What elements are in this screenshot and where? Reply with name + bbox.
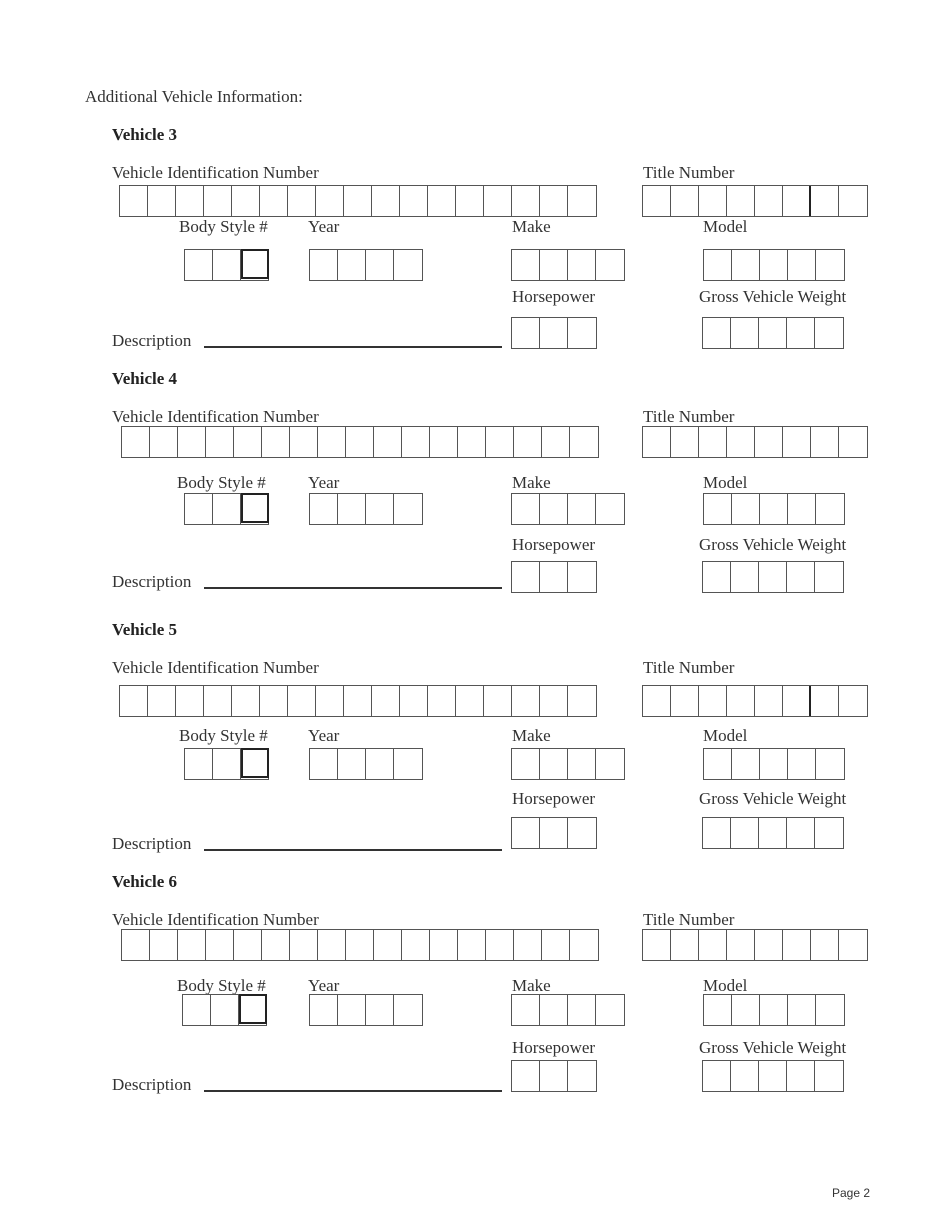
page-number: Page 2: [832, 1186, 871, 1200]
description-line[interactable]: [204, 1090, 502, 1092]
gross-vehicle-weight-boxes-cell[interactable]: [759, 562, 787, 592]
gross-vehicle-weight-boxes[interactable]: [702, 317, 844, 349]
model-boxes[interactable]: [703, 748, 845, 780]
body-style-boxes-cell[interactable]: [185, 250, 213, 280]
model-label: Model: [703, 217, 748, 236]
year-boxes[interactable]: [309, 994, 423, 1026]
gross-vehicle-weight-label: Gross Vehicle Weight: [699, 287, 847, 306]
vin-boxes-cell[interactable]: [148, 686, 176, 716]
make-boxes-cell[interactable]: [512, 995, 540, 1025]
gross-vehicle-weight-label: Gross Vehicle Weight: [699, 1038, 847, 1057]
body-style-boxes[interactable]: [182, 994, 267, 1026]
vin-boxes-cell[interactable]: [344, 186, 372, 216]
make-boxes-cell[interactable]: [568, 995, 596, 1025]
make-boxes-cell[interactable]: [540, 995, 568, 1025]
vin-label: Vehicle Identification Number: [112, 163, 319, 182]
model-label: Model: [703, 726, 748, 745]
vin-boxes-cell[interactable]: [120, 686, 148, 716]
gross-vehicle-weight-boxes-cell[interactable]: [759, 318, 787, 348]
vin-boxes-cell[interactable]: [346, 930, 374, 960]
make-boxes[interactable]: [511, 994, 625, 1026]
model-boxes[interactable]: [703, 994, 845, 1026]
model-boxes-cell[interactable]: [732, 494, 760, 524]
year-boxes-cell[interactable]: [394, 995, 422, 1025]
horsepower-boxes-cell[interactable]: [512, 318, 540, 348]
vin-boxes-cell[interactable]: [374, 930, 402, 960]
year-boxes-cell[interactable]: [310, 995, 338, 1025]
title-number-label: Title Number: [643, 658, 735, 677]
title-number-boxes-cell[interactable]: [839, 186, 867, 216]
vin-boxes-cell[interactable]: [206, 930, 234, 960]
title-number-boxes-cell[interactable]: [811, 427, 839, 457]
vin-label: Vehicle Identification Number: [112, 407, 319, 426]
description-line[interactable]: [204, 849, 502, 851]
title-number-boxes-cell[interactable]: [699, 686, 727, 716]
vin-boxes-cell[interactable]: [512, 686, 540, 716]
vin-boxes-cell[interactable]: [372, 186, 400, 216]
body-style-boxes-cell[interactable]: [211, 995, 239, 1025]
gross-vehicle-weight-boxes-cell[interactable]: [815, 1061, 843, 1091]
year-boxes[interactable]: [309, 493, 423, 525]
gross-vehicle-weight-boxes-cell[interactable]: [731, 318, 759, 348]
description-label: Description: [112, 572, 192, 591]
vin-label: Vehicle Identification Number: [112, 910, 319, 929]
title-number-boxes-cell[interactable]: [727, 930, 755, 960]
vin-boxes-cell[interactable]: [514, 427, 542, 457]
vin-boxes-cell[interactable]: [290, 427, 318, 457]
vin-boxes-cell[interactable]: [568, 186, 596, 216]
year-label: Year: [308, 217, 340, 236]
year-boxes-cell[interactable]: [338, 250, 366, 280]
vin-boxes[interactable]: [119, 185, 597, 217]
horsepower-boxes[interactable]: [511, 561, 597, 593]
model-boxes-cell[interactable]: [704, 995, 732, 1025]
description-label: Description: [112, 1075, 192, 1094]
title-number-label: Title Number: [643, 163, 735, 182]
vin-boxes-cell[interactable]: [150, 427, 178, 457]
vin-boxes-cell[interactable]: [570, 930, 598, 960]
form-title: Additional Vehicle Information:: [85, 87, 303, 106]
vin-boxes-cell[interactable]: [234, 427, 262, 457]
gross-vehicle-weight-boxes-cell[interactable]: [815, 562, 843, 592]
year-boxes-cell[interactable]: [366, 995, 394, 1025]
vin-boxes-cell[interactable]: [204, 186, 232, 216]
make-boxes[interactable]: [511, 493, 625, 525]
title-number-boxes-cell[interactable]: [671, 686, 699, 716]
horsepower-boxes-cell[interactable]: [540, 318, 568, 348]
body-style-boxes-cell[interactable]: [239, 994, 267, 1024]
vin-boxes-cell[interactable]: [372, 686, 400, 716]
vin-boxes-cell[interactable]: [260, 186, 288, 216]
vin-boxes-cell[interactable]: [486, 427, 514, 457]
vin-boxes-cell[interactable]: [430, 427, 458, 457]
body-style-boxes[interactable]: [184, 493, 269, 525]
make-label: Make: [512, 976, 551, 995]
horsepower-boxes-cell[interactable]: [568, 1061, 596, 1091]
gross-vehicle-weight-boxes-cell[interactable]: [703, 818, 731, 848]
horsepower-boxes-cell[interactable]: [512, 818, 540, 848]
gross-vehicle-weight-boxes[interactable]: [702, 817, 844, 849]
title-number-boxes-cell[interactable]: [699, 930, 727, 960]
vin-boxes-cell[interactable]: [176, 686, 204, 716]
year-boxes-cell[interactable]: [338, 749, 366, 779]
gross-vehicle-weight-boxes-cell[interactable]: [703, 318, 731, 348]
vin-boxes-cell[interactable]: [542, 930, 570, 960]
body-style-label: Body Style #: [177, 473, 266, 492]
gross-vehicle-weight-boxes-cell[interactable]: [731, 818, 759, 848]
year-boxes-cell[interactable]: [366, 494, 394, 524]
vehicle-heading: Vehicle 3: [112, 125, 178, 144]
gross-vehicle-weight-boxes-cell[interactable]: [815, 818, 843, 848]
title-number-boxes[interactable]: [642, 685, 868, 717]
vin-boxes-cell[interactable]: [568, 686, 596, 716]
gross-vehicle-weight-boxes-cell[interactable]: [787, 818, 815, 848]
vin-boxes-cell[interactable]: [260, 686, 288, 716]
model-boxes-cell[interactable]: [816, 250, 844, 280]
description-line[interactable]: [204, 587, 502, 589]
body-style-label: Body Style #: [177, 976, 266, 995]
title-number-boxes-cell[interactable]: [839, 427, 867, 457]
year-boxes-cell[interactable]: [366, 250, 394, 280]
vin-boxes-cell[interactable]: [122, 930, 150, 960]
make-label: Make: [512, 473, 551, 492]
title-number-boxes-cell[interactable]: [839, 930, 867, 960]
vin-boxes-cell[interactable]: [316, 186, 344, 216]
body-style-boxes[interactable]: [184, 748, 269, 780]
vin-boxes-cell[interactable]: [402, 427, 430, 457]
gross-vehicle-weight-boxes-cell[interactable]: [703, 1061, 731, 1091]
model-boxes-cell[interactable]: [816, 749, 844, 779]
model-boxes-cell[interactable]: [788, 250, 816, 280]
title-number-label: Title Number: [643, 407, 735, 426]
vin-boxes-cell[interactable]: [288, 186, 316, 216]
title-number-boxes[interactable]: [642, 929, 868, 961]
model-boxes-cell[interactable]: [704, 494, 732, 524]
model-label: Model: [703, 976, 748, 995]
vin-boxes-cell[interactable]: [458, 427, 486, 457]
vin-boxes[interactable]: [119, 685, 597, 717]
gross-vehicle-weight-boxes[interactable]: [702, 1060, 844, 1092]
title-number-boxes-cell[interactable]: [671, 427, 699, 457]
year-boxes-cell[interactable]: [338, 995, 366, 1025]
vin-boxes-cell[interactable]: [428, 686, 456, 716]
title-number-boxes-cell[interactable]: [755, 186, 783, 216]
make-boxes-cell[interactable]: [512, 749, 540, 779]
title-number-boxes-cell[interactable]: [699, 186, 727, 216]
model-boxes[interactable]: [703, 493, 845, 525]
vin-boxes-cell[interactable]: [456, 686, 484, 716]
vehicle-heading: Vehicle 6: [112, 872, 178, 891]
model-boxes-cell[interactable]: [816, 494, 844, 524]
make-boxes-cell[interactable]: [540, 749, 568, 779]
model-boxes-cell[interactable]: [704, 749, 732, 779]
year-label: Year: [308, 726, 340, 745]
title-number-boxes-cell[interactable]: [783, 427, 811, 457]
title-number-boxes[interactable]: [642, 185, 868, 217]
model-label: Model: [703, 473, 748, 492]
horsepower-boxes-cell[interactable]: [568, 818, 596, 848]
vin-boxes-cell[interactable]: [150, 930, 178, 960]
title-number-boxes-cell[interactable]: [643, 427, 671, 457]
vehicle-heading: Vehicle 4: [112, 369, 178, 388]
title-number-boxes-cell[interactable]: [727, 427, 755, 457]
year-boxes-cell[interactable]: [394, 250, 422, 280]
title-number-boxes-cell[interactable]: [727, 686, 755, 716]
make-boxes-cell[interactable]: [596, 995, 624, 1025]
vin-boxes[interactable]: [121, 426, 599, 458]
title-number-boxes[interactable]: [642, 426, 868, 458]
gross-vehicle-weight-boxes-cell[interactable]: [787, 562, 815, 592]
gross-vehicle-weight-label: Gross Vehicle Weight: [699, 789, 847, 808]
title-number-boxes-cell[interactable]: [699, 427, 727, 457]
horsepower-boxes[interactable]: [511, 817, 597, 849]
vin-boxes-cell[interactable]: [486, 930, 514, 960]
description-label: Description: [112, 834, 192, 853]
gross-vehicle-weight-boxes-cell[interactable]: [787, 318, 815, 348]
model-boxes-cell[interactable]: [760, 749, 788, 779]
gross-vehicle-weight-boxes-cell[interactable]: [759, 818, 787, 848]
horsepower-label: Horsepower: [512, 287, 596, 306]
body-style-boxes-cell[interactable]: [213, 250, 241, 280]
title-number-boxes-cell[interactable]: [811, 186, 839, 216]
vin-boxes-cell[interactable]: [232, 186, 260, 216]
body-style-boxes-cell[interactable]: [185, 494, 213, 524]
title-number-boxes-cell[interactable]: [783, 686, 811, 716]
model-boxes-cell[interactable]: [732, 995, 760, 1025]
vin-boxes-cell[interactable]: [542, 427, 570, 457]
body-style-boxes-cell[interactable]: [183, 995, 211, 1025]
make-boxes-cell[interactable]: [512, 250, 540, 280]
body-style-boxes-cell[interactable]: [241, 748, 269, 778]
make-boxes-cell[interactable]: [568, 494, 596, 524]
horsepower-boxes-cell[interactable]: [568, 318, 596, 348]
make-boxes[interactable]: [511, 748, 625, 780]
make-boxes[interactable]: [511, 249, 625, 281]
gross-vehicle-weight-boxes-cell[interactable]: [787, 1061, 815, 1091]
vin-boxes-cell[interactable]: [484, 186, 512, 216]
vin-boxes-cell[interactable]: [206, 427, 234, 457]
make-boxes-cell[interactable]: [596, 749, 624, 779]
model-boxes-cell[interactable]: [760, 494, 788, 524]
title-number-boxes-cell[interactable]: [643, 686, 671, 716]
model-boxes-cell[interactable]: [788, 494, 816, 524]
body-style-boxes-cell[interactable]: [213, 749, 241, 779]
vin-boxes-cell[interactable]: [346, 427, 374, 457]
make-boxes-cell[interactable]: [540, 250, 568, 280]
make-boxes-cell[interactable]: [596, 250, 624, 280]
vin-boxes-cell[interactable]: [374, 427, 402, 457]
vin-boxes-cell[interactable]: [456, 186, 484, 216]
vin-boxes-cell[interactable]: [120, 186, 148, 216]
model-boxes-cell[interactable]: [788, 995, 816, 1025]
year-boxes-cell[interactable]: [394, 749, 422, 779]
year-boxes[interactable]: [309, 249, 423, 281]
vin-boxes-cell[interactable]: [400, 186, 428, 216]
vin-boxes[interactable]: [121, 929, 599, 961]
vin-boxes-cell[interactable]: [540, 686, 568, 716]
title-number-boxes-cell[interactable]: [643, 930, 671, 960]
make-boxes-cell[interactable]: [568, 250, 596, 280]
make-boxes-cell[interactable]: [512, 494, 540, 524]
vin-boxes-cell[interactable]: [540, 186, 568, 216]
gross-vehicle-weight-boxes-cell[interactable]: [731, 562, 759, 592]
year-boxes-cell[interactable]: [394, 494, 422, 524]
description-line[interactable]: [204, 346, 502, 348]
title-number-boxes-cell[interactable]: [783, 186, 811, 216]
title-number-boxes-cell[interactable]: [671, 930, 699, 960]
horsepower-boxes-cell[interactable]: [512, 1061, 540, 1091]
vin-boxes-cell[interactable]: [400, 686, 428, 716]
vin-boxes-cell[interactable]: [514, 930, 542, 960]
horsepower-boxes-cell[interactable]: [540, 818, 568, 848]
vin-boxes-cell[interactable]: [512, 186, 540, 216]
model-boxes-cell[interactable]: [732, 749, 760, 779]
title-number-boxes-cell[interactable]: [811, 686, 839, 716]
vin-boxes-cell[interactable]: [344, 686, 372, 716]
body-style-label: Body Style #: [179, 726, 268, 745]
vin-boxes-cell[interactable]: [232, 686, 260, 716]
model-boxes-cell[interactable]: [704, 250, 732, 280]
vin-boxes-cell[interactable]: [234, 930, 262, 960]
body-style-boxes[interactable]: [184, 249, 269, 281]
title-number-boxes-cell[interactable]: [727, 186, 755, 216]
model-boxes-cell[interactable]: [788, 749, 816, 779]
vin-boxes-cell[interactable]: [178, 427, 206, 457]
make-boxes-cell[interactable]: [596, 494, 624, 524]
title-number-label: Title Number: [643, 910, 735, 929]
title-number-boxes-cell[interactable]: [671, 186, 699, 216]
vin-boxes-cell[interactable]: [288, 686, 316, 716]
body-style-boxes-cell[interactable]: [213, 494, 241, 524]
horsepower-boxes-cell[interactable]: [540, 1061, 568, 1091]
vin-boxes-cell[interactable]: [428, 186, 456, 216]
title-number-boxes-cell[interactable]: [783, 930, 811, 960]
gross-vehicle-weight-boxes[interactable]: [702, 561, 844, 593]
year-label: Year: [308, 976, 340, 995]
vin-boxes-cell[interactable]: [484, 686, 512, 716]
horsepower-label: Horsepower: [512, 789, 596, 808]
year-boxes-cell[interactable]: [310, 494, 338, 524]
make-boxes-cell[interactable]: [540, 494, 568, 524]
make-label: Make: [512, 726, 551, 745]
gross-vehicle-weight-boxes-cell[interactable]: [815, 318, 843, 348]
description-label: Description: [112, 331, 192, 350]
vin-boxes-cell[interactable]: [148, 186, 176, 216]
title-number-boxes-cell[interactable]: [755, 427, 783, 457]
make-label: Make: [512, 217, 551, 236]
horsepower-boxes-cell[interactable]: [512, 562, 540, 592]
vin-boxes-cell[interactable]: [402, 930, 430, 960]
horsepower-boxes[interactable]: [511, 1060, 597, 1092]
vin-boxes-cell[interactable]: [458, 930, 486, 960]
horsepower-boxes[interactable]: [511, 317, 597, 349]
gross-vehicle-weight-boxes-cell[interactable]: [731, 1061, 759, 1091]
vehicle-heading: Vehicle 5: [112, 620, 178, 639]
year-boxes[interactable]: [309, 748, 423, 780]
vin-boxes-cell[interactable]: [262, 427, 290, 457]
model-boxes-cell[interactable]: [732, 250, 760, 280]
year-boxes-cell[interactable]: [310, 250, 338, 280]
vin-boxes-cell[interactable]: [262, 930, 290, 960]
title-number-boxes-cell[interactable]: [839, 686, 867, 716]
title-number-boxes-cell[interactable]: [755, 686, 783, 716]
vin-boxes-cell[interactable]: [316, 686, 344, 716]
title-number-boxes-cell[interactable]: [811, 930, 839, 960]
body-style-boxes-cell[interactable]: [241, 249, 269, 279]
gross-vehicle-weight-boxes-cell[interactable]: [703, 562, 731, 592]
vin-boxes-cell[interactable]: [204, 686, 232, 716]
vin-boxes-cell[interactable]: [290, 930, 318, 960]
vin-boxes-cell[interactable]: [122, 427, 150, 457]
vin-label: Vehicle Identification Number: [112, 658, 319, 677]
horsepower-label: Horsepower: [512, 1038, 596, 1057]
model-boxes-cell[interactable]: [816, 995, 844, 1025]
model-boxes-cell[interactable]: [760, 250, 788, 280]
gross-vehicle-weight-boxes-cell[interactable]: [759, 1061, 787, 1091]
model-boxes-cell[interactable]: [760, 995, 788, 1025]
year-boxes-cell[interactable]: [310, 749, 338, 779]
vin-boxes-cell[interactable]: [176, 186, 204, 216]
gross-vehicle-weight-label: Gross Vehicle Weight: [699, 535, 847, 554]
title-number-boxes-cell[interactable]: [755, 930, 783, 960]
model-boxes[interactable]: [703, 249, 845, 281]
vin-boxes-cell[interactable]: [318, 930, 346, 960]
horsepower-boxes-cell[interactable]: [540, 562, 568, 592]
year-label: Year: [308, 473, 340, 492]
horsepower-boxes-cell[interactable]: [568, 562, 596, 592]
title-number-boxes-cell[interactable]: [643, 186, 671, 216]
body-style-boxes-cell[interactable]: [185, 749, 213, 779]
make-boxes-cell[interactable]: [568, 749, 596, 779]
body-style-label: Body Style #: [179, 217, 268, 236]
year-boxes-cell[interactable]: [366, 749, 394, 779]
vin-boxes-cell[interactable]: [318, 427, 346, 457]
vin-boxes-cell[interactable]: [430, 930, 458, 960]
vin-boxes-cell[interactable]: [178, 930, 206, 960]
vin-boxes-cell[interactable]: [570, 427, 598, 457]
body-style-boxes-cell[interactable]: [241, 493, 269, 523]
horsepower-label: Horsepower: [512, 535, 596, 554]
year-boxes-cell[interactable]: [338, 494, 366, 524]
